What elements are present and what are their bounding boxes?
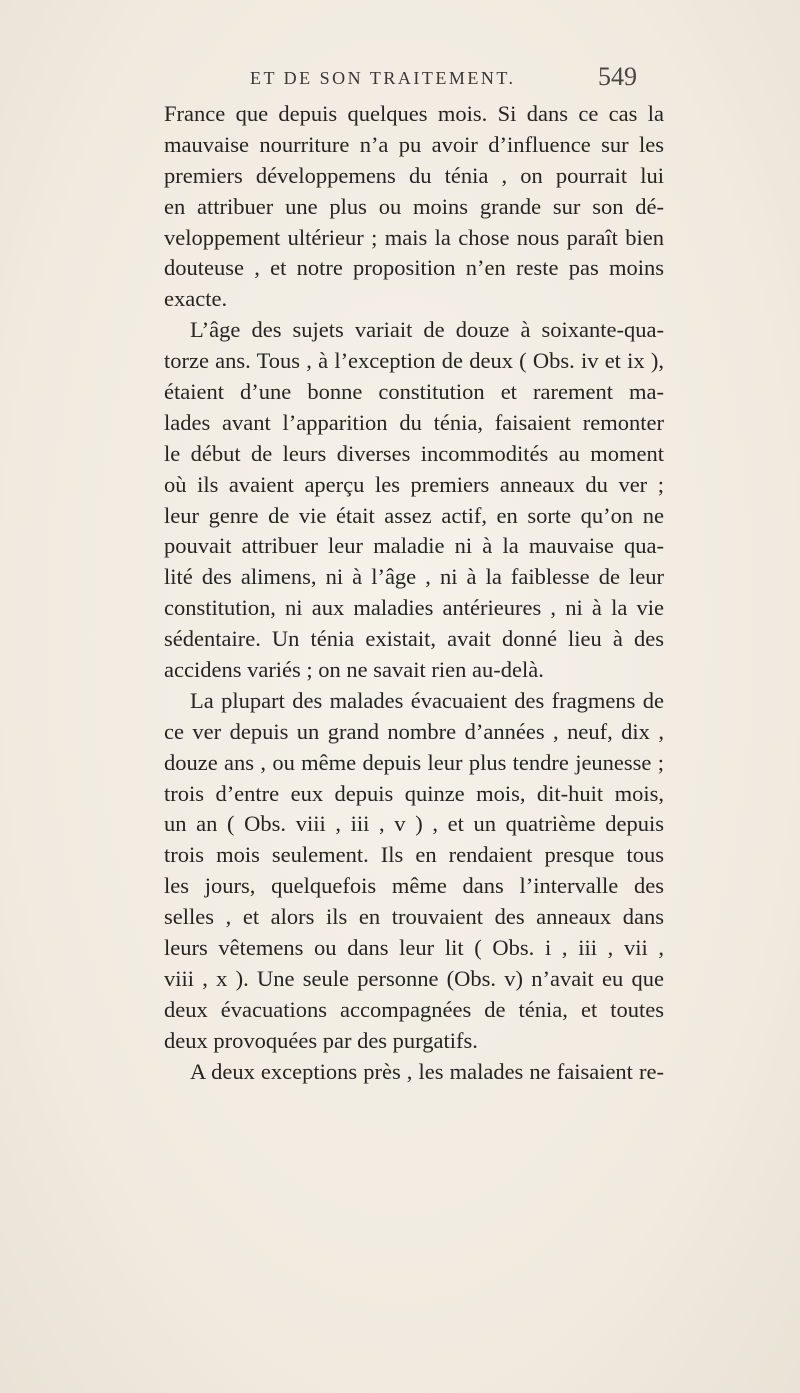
text-line: mauvaise nourriture n’a pu avoir d’influence sur les (164, 131, 664, 157)
text-line: premiers développemens du ténia , on pourrait lui (164, 162, 664, 188)
text-line: lité des alimens, ni à l’âge , ni à la faiblesse de leur (164, 564, 664, 590)
text-line: constitution, ni aux maladies antérieures , ni à la vie (164, 595, 664, 621)
body-text (164, 99, 664, 1088)
text-line: selles , et alors ils en trouvaient des anneaux dans (164, 904, 664, 930)
text-line: accidens variés ; on ne savait rien au-delà. (164, 657, 544, 683)
text-line: lades avant l’apparition du ténia, faisaient remonter (164, 409, 664, 435)
text-line: sédentaire. Un ténia existait, avait donné lieu à des (164, 626, 664, 652)
paragraph-start-line: A deux exceptions près , les malades ne faisaient re- (190, 1058, 664, 1084)
text-line: les jours, quelquefois même dans l’intervalle des (164, 873, 664, 899)
text-line: deux provoquées par des purgatifs. (164, 1027, 478, 1053)
text-line: douze ans , ou même depuis leur plus tendre jeunesse ; (164, 749, 664, 775)
text-line: ce ver depuis un grand nombre d’années , neuf, dix , (164, 718, 664, 744)
text-line: douteuse , et notre proposition n’en reste pas moins (164, 255, 664, 281)
text-line: deux évacuations accompagnées de ténia, et toutes (164, 996, 664, 1022)
text-line: exacte. (164, 286, 228, 312)
text-line: trois mois seulement. Ils en rendaient presque tous (164, 842, 664, 868)
text-line: torze ans. Tous , à l’exception de deux ( Obs. iv et ix ), (164, 348, 664, 374)
text-line: trois d’entre eux depuis quinze mois, dit-huit mois, (164, 780, 664, 806)
text-line: pouvait attribuer leur maladie ni à la mauvaise qua- (164, 533, 664, 559)
text-line: le début de leurs diverses incommodités au moment (164, 440, 664, 466)
running-head-title: ET DE SON TRAITEMENT. (250, 68, 516, 88)
text-line: leur genre de vie était assez actif, en sorte qu’on ne (164, 502, 664, 528)
text-line: leurs vêtemens ou dans leur lit ( Obs. i , iii , vii , (164, 935, 664, 961)
text-line: un an ( Obs. viii , iii , v ) , et un quatrième depuis (164, 811, 664, 837)
paragraph-start-line: La plupart des malades évacuaient des fragmens de (190, 687, 664, 713)
text-line: en attribuer une plus ou moins grande sur son dé- (164, 193, 664, 219)
text-line: viii , x ). Une seule personne (Obs. v) n’avait eu que (164, 965, 664, 991)
paragraph-start-line: L’âge des sujets variait de douze à soixante-qua- (190, 317, 664, 343)
text-line: où ils avaient aperçu les premiers anneaux du ver ; (164, 471, 664, 497)
text-line: veloppement ultérieur ; mais la chose nous paraît bien (164, 224, 664, 250)
running-head (0, 64, 800, 104)
text-line: France que depuis quelques mois. Si dans ce cas la (164, 101, 664, 126)
text-line: étaient d’une bonne constitution et rarement ma- (164, 379, 664, 405)
page-number: 549 (598, 62, 637, 91)
